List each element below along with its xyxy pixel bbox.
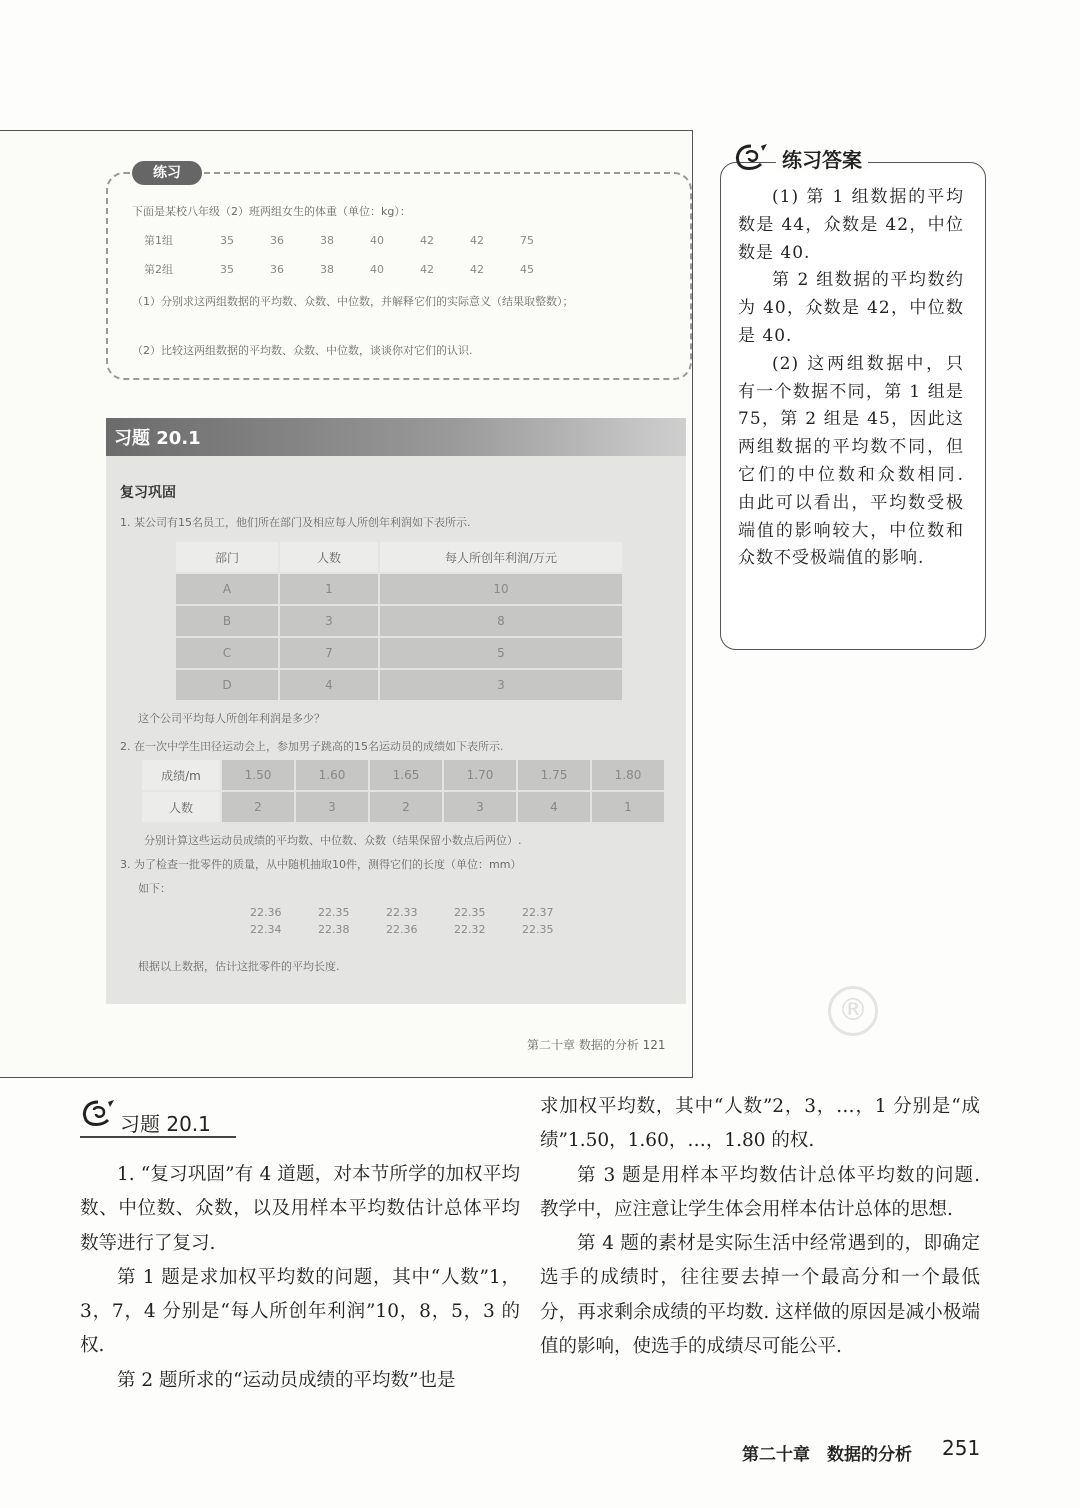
table-cell: 1.50 <box>222 760 294 790</box>
practice-group1 <box>144 232 552 248</box>
practice-question-1: （1）分别求这两组数据的平均数、众数、中位数，并解释它们的实际意义（结果取整数）； <box>132 295 574 308</box>
pen-swirl-icon <box>733 142 769 172</box>
table-cell: 1.60 <box>296 760 368 790</box>
guide-paragraph: 求加权平均数，其中“人数”2，3，…，1 分别是“成绩”1.50，1.60，…，1.80 的权. <box>540 1096 980 1152</box>
table-cell: 10 <box>380 574 622 604</box>
exercise-question-3: 3. 为了检查一批零件的质量，从中随机抽取10件，测得它们的长度（单位：mm） <box>120 858 522 871</box>
group2-label: 第2组 <box>144 263 173 276</box>
lengths-grid <box>250 904 590 938</box>
group2-value: 42 <box>470 262 484 276</box>
table-cell: 3 <box>444 792 516 822</box>
lengths-row <box>250 904 590 921</box>
table-cell: 5 <box>380 638 622 668</box>
guide-column-left <box>80 1158 520 1398</box>
group1-value: 42 <box>420 233 434 247</box>
exercise-question-1: 1. 某公司有15名员工，他们所在部门及相应每人所创年利润如下表所示. <box>120 516 471 529</box>
exercise-question-1-ask: 这个公司平均每人所创年利润是多少？ <box>138 712 325 725</box>
table-cell: 1 <box>592 792 664 822</box>
length-value: 22.34 <box>250 923 282 936</box>
table-cell: 1.75 <box>518 760 590 790</box>
length-value: 22.35 <box>318 906 350 919</box>
review-heading: 复习巩固 <box>120 485 176 501</box>
table-row <box>176 574 622 604</box>
table-cell: 4 <box>280 670 378 700</box>
jump-table <box>140 758 666 824</box>
table-cell: 3 <box>280 606 378 636</box>
guide-paragraph: 1. “复习巩固”有 4 道题，对本节所学的加权平均数、中位数、众数，以及用样本平均数估计总体平均数等进行了复习. <box>80 1164 520 1254</box>
length-value: 22.32 <box>454 923 486 936</box>
table-row <box>176 606 622 636</box>
table-cell: 3 <box>380 670 622 700</box>
exercise-question-3-ask: 根据以上数据，估计这批零件的平均长度. <box>138 960 340 973</box>
table-header-row <box>176 542 622 572</box>
exercise-question-2: 2. 在一次中学生田径运动会上，参加男子跳高的15名运动员的成绩如下表所示. <box>120 740 504 753</box>
group1-value: 75 <box>520 233 534 247</box>
profit-table <box>174 540 624 702</box>
practice-tag: 练习 <box>132 161 202 185</box>
table-header-cell: 每人所创年利润/万元 <box>380 542 622 572</box>
pen-swirl-icon <box>80 1094 116 1132</box>
guide-paragraph: 第 1 题是求加权平均数的问题，其中“人数”1，3，7，4 分别是“每人所创年利润”10，8，5，3 的权. <box>80 1266 520 1357</box>
section-title: 习题 20.1 <box>120 1112 211 1136</box>
group2-value: 40 <box>370 262 384 276</box>
inner-page-info: 第二十章 数据的分析 121 <box>527 1038 666 1052</box>
group2-value: 38 <box>320 262 334 276</box>
length-value: 22.38 <box>318 923 350 936</box>
practice-intro: 下面是某校八年级（2）班两组女生的体重（单位：kg）： <box>132 205 411 218</box>
page-number: 251 <box>942 1436 981 1460</box>
group1-value: 35 <box>220 233 234 247</box>
table-cell: 7 <box>280 638 378 668</box>
length-value: 22.33 <box>386 906 418 919</box>
practice-group2 <box>144 261 552 277</box>
table-cell: 1.70 <box>444 760 516 790</box>
table-row <box>176 638 622 668</box>
table-cell: 3 <box>296 792 368 822</box>
table-cell: 2 <box>222 792 294 822</box>
group2-value: 36 <box>270 262 284 276</box>
exercise-title: 习题 20.1 <box>114 428 201 449</box>
table-cell: A <box>176 574 278 604</box>
length-value: 22.37 <box>522 906 554 919</box>
section-title-underline <box>80 1136 236 1138</box>
table-cell: 2 <box>370 792 442 822</box>
table-row-label: 人数 <box>142 792 220 822</box>
table-header-cell: 部门 <box>176 542 278 572</box>
guide-paragraph: 第 3 题是用样本平均数估计总体平均数的问题. 教学中，应注意让学生体会用样本估计总体的思想. <box>540 1164 980 1220</box>
answer-paragraph: (1) 第 1 组数据的平均数是 44，众数是 42，中位数是 40. <box>738 187 964 263</box>
guide-paragraph: 第 4 题的素材是实际生活中经常遇到的，即确定选手的成绩时，往往要去掉一个最高分和一个最低分，再求剩余成绩的平均数. 这样做的原因是减小极端值的影响，使选手的成绩尽可能公平. <box>540 1233 980 1358</box>
length-value: 22.35 <box>454 906 486 919</box>
table-row <box>176 670 622 700</box>
table-cell: 8 <box>380 606 622 636</box>
length-value: 22.36 <box>250 906 282 919</box>
table-header-cell: 人数 <box>280 542 378 572</box>
table-row <box>142 760 664 790</box>
table-cell: 4 <box>518 792 590 822</box>
group1-label: 第1组 <box>144 234 173 247</box>
length-value: 22.35 <box>522 923 554 936</box>
group2-value: 45 <box>520 262 534 276</box>
practice-question-2: （2）比较这两组数据的平均数、众数、中位数，谈谈你对它们的认识. <box>132 344 473 357</box>
exercise-question-2-ask: 分别计算这些运动员成绩的平均数、中位数、众数（结果保留小数点后两位）. <box>144 834 522 847</box>
answer-title: 练习答案 <box>776 144 868 173</box>
table-cell: 1 <box>280 574 378 604</box>
table-cell: D <box>176 670 278 700</box>
guide-column-right <box>540 1090 980 1364</box>
footer-chapter: 第二十章 数据的分析 <box>742 1445 912 1465</box>
group1-value: 42 <box>470 233 484 247</box>
exercise-question-3-cont: 如下： <box>138 882 171 895</box>
lengths-row <box>250 921 590 938</box>
length-value: 22.36 <box>386 923 418 936</box>
table-cell: C <box>176 638 278 668</box>
table-row-label: 成绩/m <box>142 760 220 790</box>
group2-value: 42 <box>420 262 434 276</box>
group1-value: 36 <box>270 233 284 247</box>
table-cell: 1.65 <box>370 760 442 790</box>
table-cell: B <box>176 606 278 636</box>
group1-value: 38 <box>320 233 334 247</box>
group1-value: 40 <box>370 233 384 247</box>
group2-value: 35 <box>220 262 234 276</box>
answer-text <box>738 184 964 573</box>
guide-paragraph: 第 2 题所求的“运动员成绩的平均数”也是 <box>117 1369 456 1391</box>
answer-paragraph: (2) 这两组数据中，只有一个数据不同，第 1 组是 75，第 2 组是 45，因此这两组数据的平均数不同，但它们的中位数和众数相同. 由此可以看出，平均数受极端值的影响较大，中位数和众数不受极端值的影响. <box>738 353 964 569</box>
table-cell: 1.80 <box>592 760 664 790</box>
registered-watermark: ® <box>828 986 878 1036</box>
answer-paragraph: 第 2 组数据的平均数约为 40，众数是 42，中位数是 40. <box>738 270 964 346</box>
table-row <box>142 792 664 822</box>
